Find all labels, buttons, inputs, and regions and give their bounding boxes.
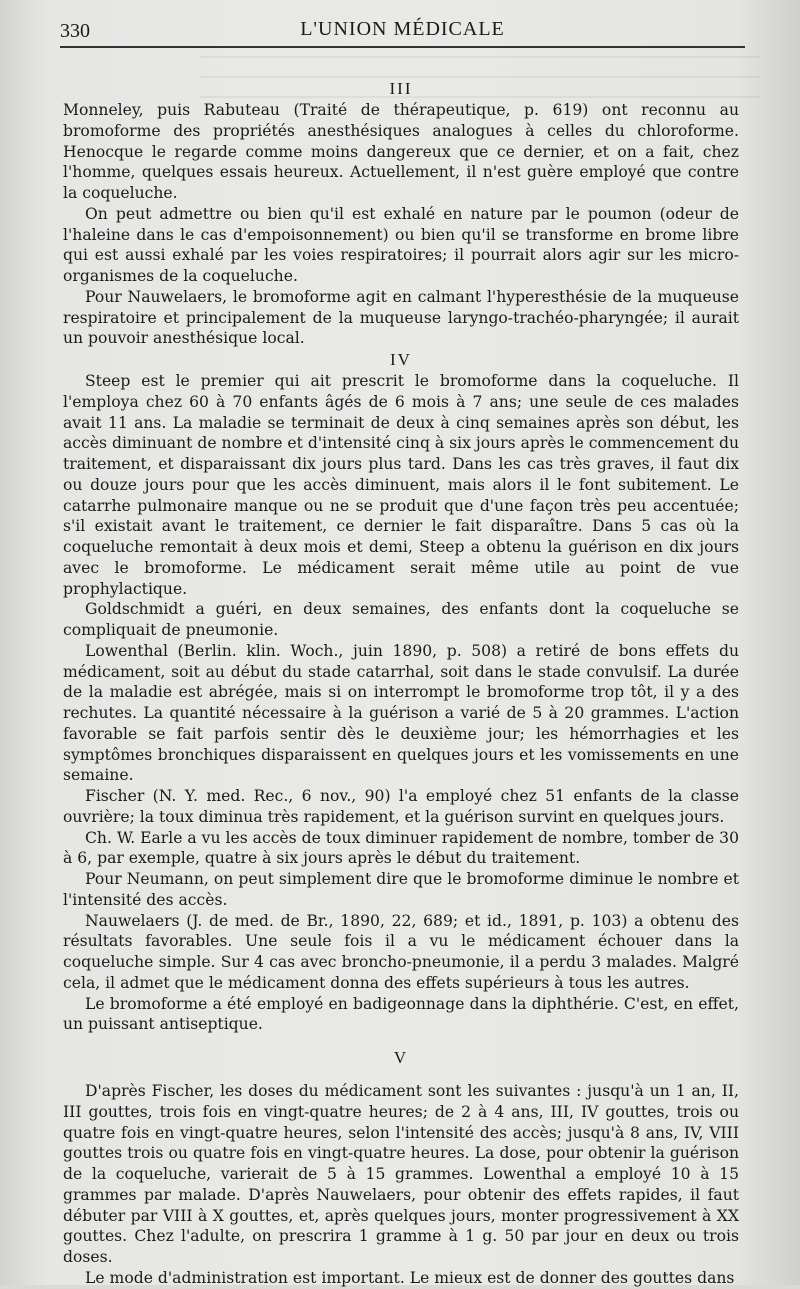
page-header xyxy=(60,14,745,48)
journal-title: L'UNION MÉDICALE xyxy=(300,18,505,40)
section-spacer xyxy=(63,1035,739,1047)
section-heading-4: IV xyxy=(390,350,412,369)
section-heading-5: V xyxy=(393,1048,409,1067)
paragraph: Pour Nauwelaers, le bromoforme agit en calmant l'hyperesthésie de la muqueuse respiratoire et principalement de la muqueuse laryngo-trachéo-pharyngée; il aurait un pouvoir anesthésique local. xyxy=(63,287,739,348)
paragraph: Steep est le premier qui ait prescrit le bromoforme dans la coqueluche. Il l'employa chez 60 à 70 enfants âgés de 6 mois à 7 ans; une seule de ces malades avait 11 ans. La maladie se terminait de deux à cinq semaines après son début, les accès diminuant de nombre et d'intensité cinq à six jours après le commencement du traitement, et disparaissant dix jours plus tard. Dans les cas très graves, il faut dix ou douze jours pour que les accès diminuent, mais alors il le font subitement. Le catarrhe pulmonaire manque ou ne se produit que d'une façon très peu accentuée; s'il existait avant le traitement, ce dernier le fait disparaître. Dans 5 cas où la coqueluche remontait à deux mois et demi, Steep a obtenu la guérison en dix jours avec le bromoforme. Le médicament serait même utile au point de vue prophylactique. xyxy=(63,372,739,598)
paragraph: Nauwelaers (J. de med. de Br., 1890, 22, 689; et id., 1891, p. 103) a obtenu des résultats favorables. Une seule fois il a vu le médicament échouer dans la coqueluche simple. Sur 4 cas avec broncho-pneumonie, il a perdu 3 malades. Malgré cela, il admet que le médicament donna des effets supérieurs à tous les autres. xyxy=(63,911,739,992)
page-number: 330 xyxy=(60,20,90,42)
paragraph: Le mode d'administration est important. Le mieux est de donner des gouttes dans xyxy=(85,1268,735,1287)
paragraph: Pour Neumann, on peut simplement dire que le bromoforme diminue le nombre et l'intensité des accès. xyxy=(63,870,739,909)
section-spacer xyxy=(63,1069,739,1081)
section-heading-3: III xyxy=(389,79,413,98)
article-body xyxy=(63,78,739,1289)
paragraph: Ch. W. Earle a vu les accès de toux diminuer rapidement de nombre, tomber de 30 à 6, par exemple, quatre à six jours après le début du traitement. xyxy=(63,828,739,868)
paragraph: Goldschmidt a guéri, en deux semaines, des enfants dont la coqueluche se compliquait de pneumonie. xyxy=(63,600,739,639)
paragraph: Lowenthal (Berlin. klin. Woch., juin 1890, p. 508) a retiré de bons effets du médicament, soit au début du stade catarrhal, soit dans le stade convulsif. La durée de la maladie est abrégée, mais si on interrompt le bromoforme trop tôt, il y a des rechutes. La quantité nécessaire à la guérison a varié de 5 à 20 grammes. L'action favorable se fait parfois sentir dès le deuxième jour; les hémorrhagies et les symptômes bronchiques disparaissent en quelques jours et les vomissements en une semaine. xyxy=(63,641,739,785)
paragraph: Monneley, puis Rabuteau (Traité de thérapeutique, p. 619) ont reconnu au bromoforme des propriétés anesthésiques analogues à celles du chloroforme. Henocque le regarde comme moins dangereux que ce dernier, et on a fait, chez l'homme, quelques essais heureux. Actuellement, il n'est guère employé que contre la coqueluche. xyxy=(63,101,739,202)
header-rule xyxy=(60,46,745,48)
paragraph: D'après Fischer, les doses du médicament sont les suivantes : jusqu'à un 1 an, II, III gouttes, trois fois en vingt-quatre heures; de 2 à 4 ans, III, IV gouttes, trois ou quatre fois en vingt-quatre heures, selon l'intensité des accès; jusqu'à 8 ans, IV, VIII gouttes trois ou quatre fois en vingt-quatre heures. La dose, pour obtenir la guérison de la coqueluche, varierait de 5 à 15 grammes. Lowenthal a employé 10 à 15 grammes par malade. D'après Nauwelaers, pour obtenir des effets rapides, il faut débuter par VIII à X gouttes, et, après quelques jours, monter progressivement à XX gouttes. Chez l'adulte, on prescrira 1 gramme à 1 g. 50 par jour en deux ou trois doses. xyxy=(63,1082,739,1266)
paragraph: Fischer (N. Y. med. Rec., 6 nov., 90) l'a employé chez 51 enfants de la classe ouvrière; la toux diminua très rapidement, et la guérison survint en quelques jours. xyxy=(63,787,739,826)
paragraph: On peut admettre ou bien qu'il est exhalé en nature par le poumon (odeur de l'haleine dans le cas d'empoisonnement) ou bien qu'il se transforme en brome libre qui est aussi exhalé par les voies respiratoires; il pourrait alors agir sur les micro-organismes de la coqueluche. xyxy=(63,204,739,285)
paragraph: Le bromoforme a été employé en badigeonnage dans la diphthérie. C'est, en effet, un puissant antiseptique. xyxy=(63,994,739,1034)
